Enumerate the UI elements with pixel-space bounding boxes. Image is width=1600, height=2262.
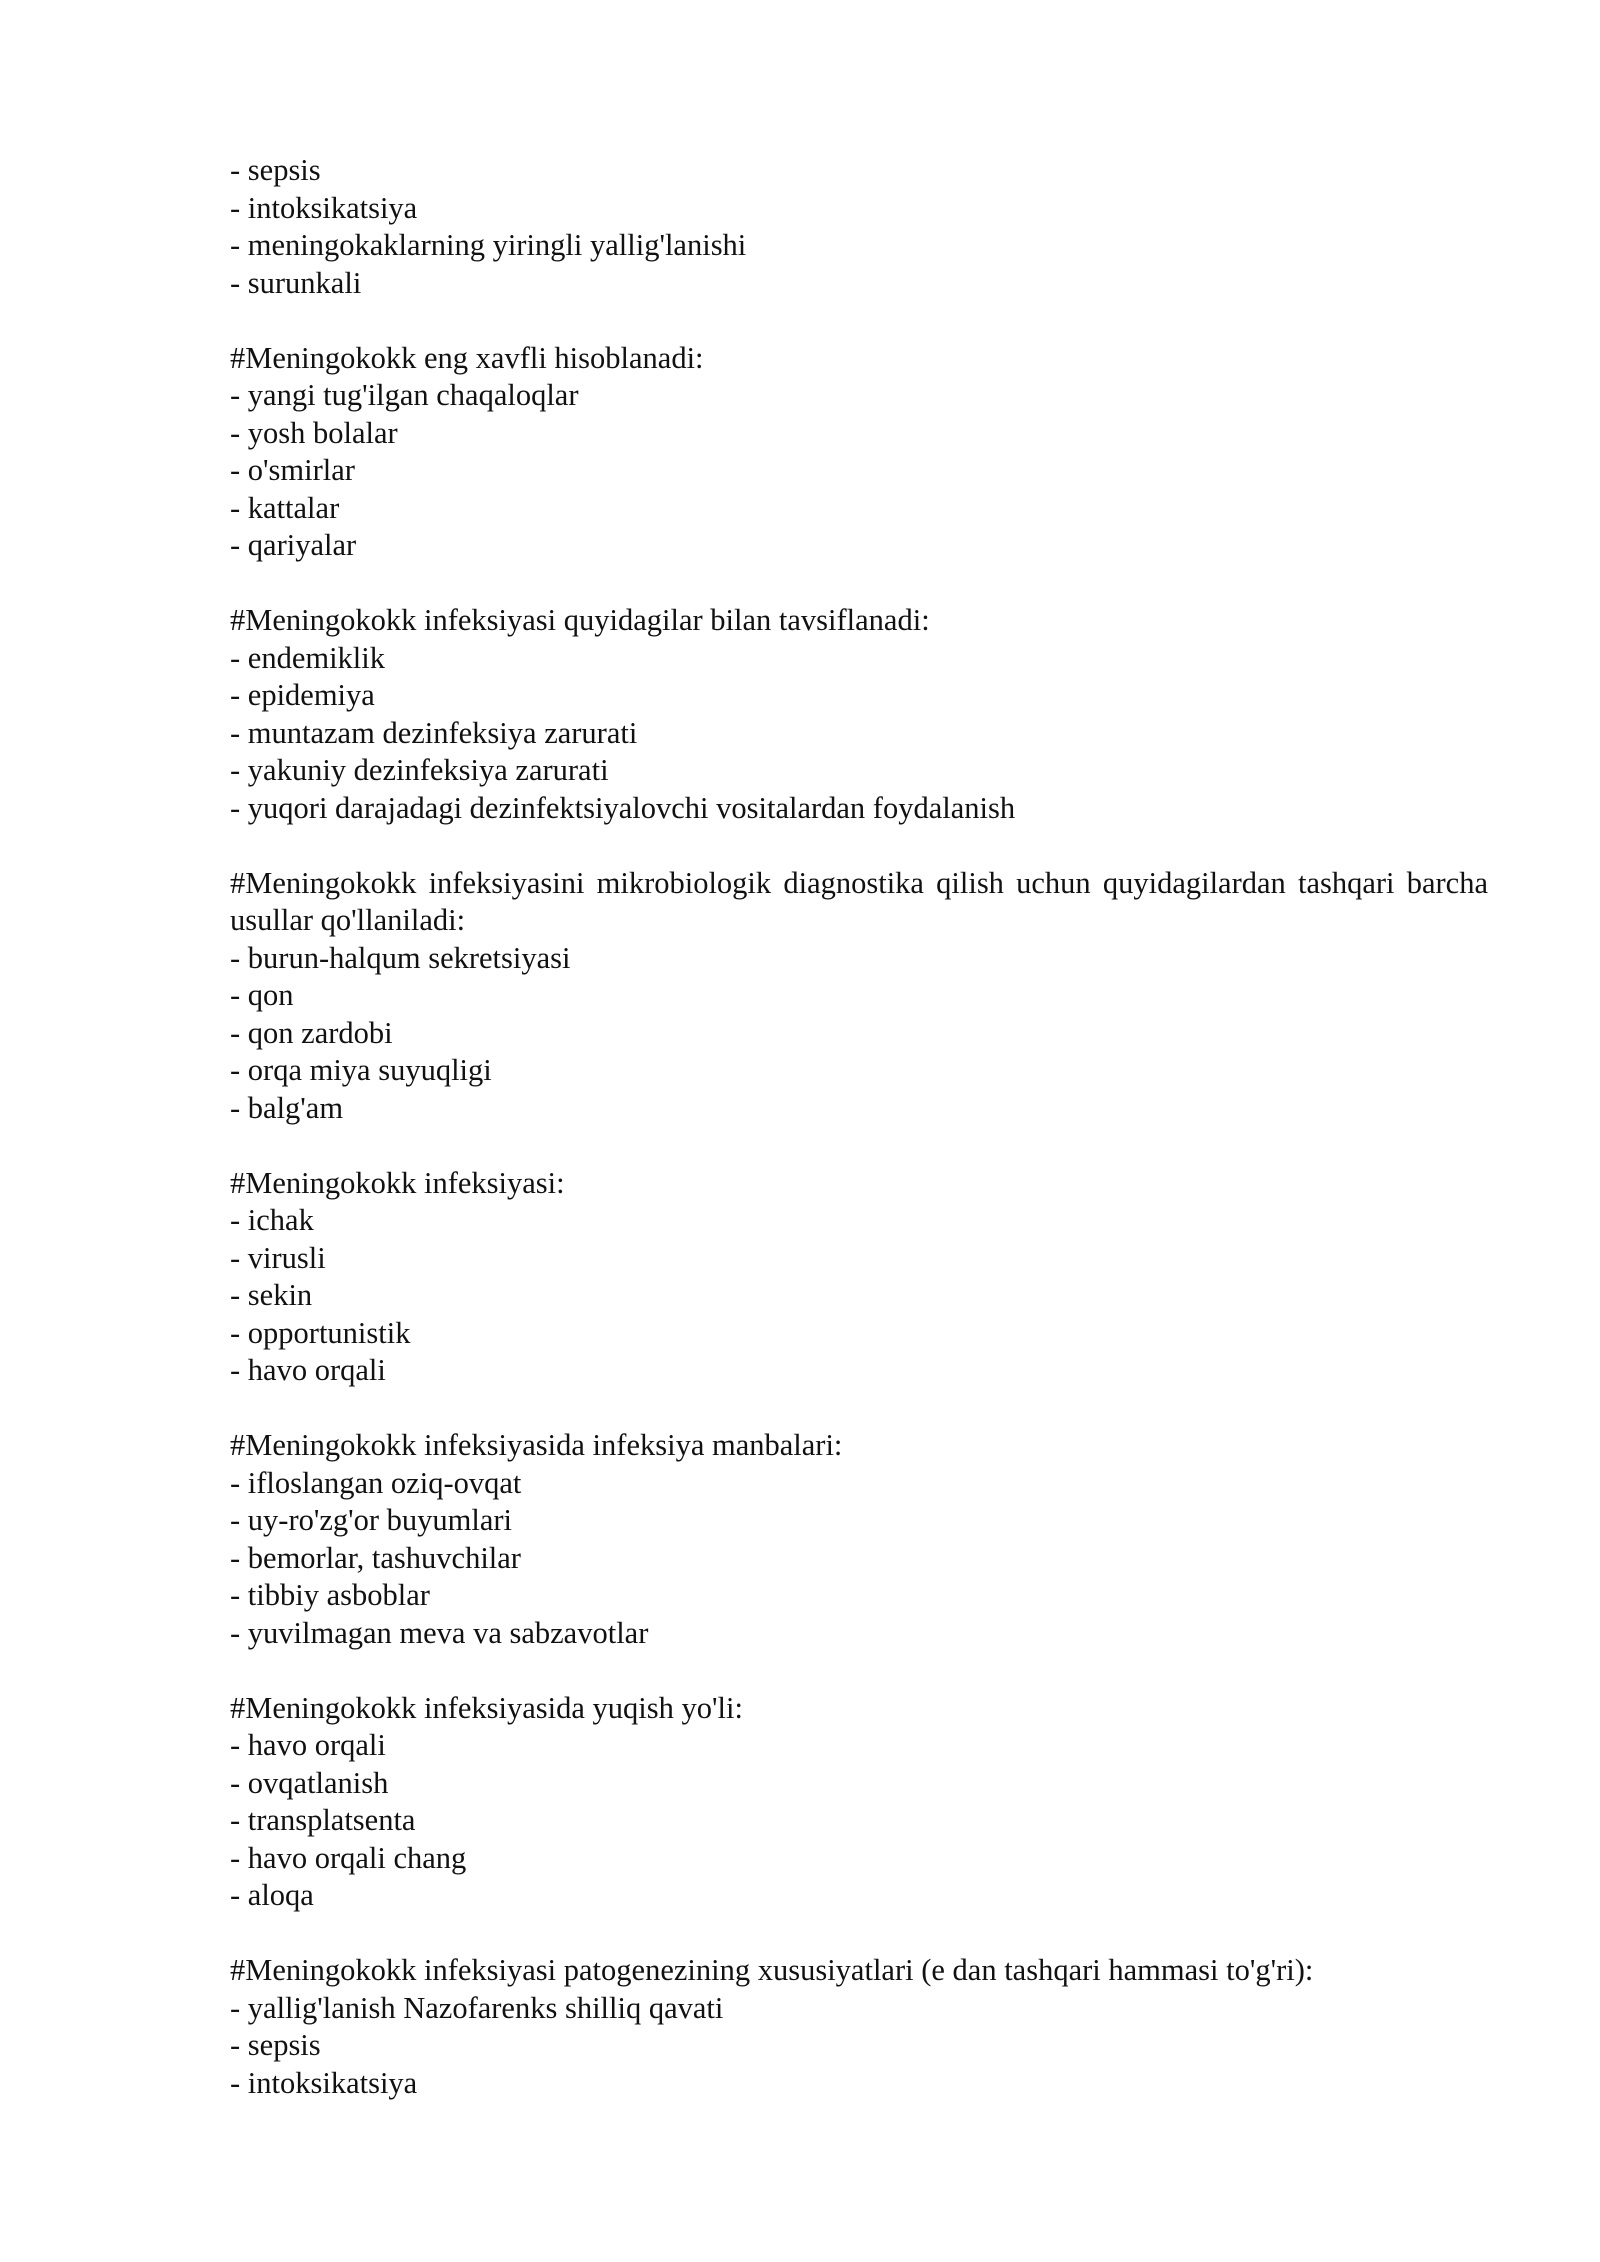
question-block bbox=[230, 1690, 1488, 1915]
answer-option: - ovqatlanish bbox=[230, 1765, 389, 1800]
answer-option: - uy-ro'zg'or buyumlari bbox=[230, 1503, 513, 1537]
question-text: #Meningokokk infeksiyasida yuqish yo'li: bbox=[230, 1690, 743, 1725]
answer-option: - yallig'lanish Nazofarenks shilliq qavati bbox=[230, 1990, 724, 2025]
question-block bbox=[230, 1427, 1488, 1652]
answer-option: - havo orqali bbox=[230, 1728, 386, 1762]
answer-option: - yuvilmagan meva va sabzavotlar bbox=[230, 1615, 649, 1650]
answer-option: - qon bbox=[230, 978, 294, 1012]
answer-option: - orqa miya suyuqligi bbox=[230, 1053, 492, 1087]
answer-option: - havo orqali chang bbox=[230, 1840, 467, 1875]
answer-option: - kattalar bbox=[230, 490, 340, 525]
answer-option: - meningokaklarning yiringli yallig'lanishi bbox=[230, 228, 747, 262]
answer-option: - yuqori darajadagi dezinfektsiyalovchi vositalardan foydalanish bbox=[230, 790, 1016, 825]
question-block bbox=[230, 865, 1488, 1128]
answer-option: - ifloslangan oziq-ovqat bbox=[230, 1465, 522, 1500]
answer-option: - balg'am bbox=[230, 1090, 344, 1125]
answer-option: - virusli bbox=[230, 1240, 326, 1275]
question-block bbox=[230, 340, 1488, 565]
answer-option: - havo orqali bbox=[230, 1353, 386, 1387]
answer-option: - intoksikatsiya bbox=[230, 190, 418, 225]
question-text: #Meningokokk infeksiyasi: bbox=[230, 1165, 565, 1200]
question-text: #Meningokokk infeksiyasi patogenezining xususiyatlari (e dan tashqari hammasi to'g'ri): bbox=[230, 1953, 1314, 1987]
answer-option: - intoksikatsiya bbox=[230, 2065, 418, 2100]
answer-option: - yangi tug'ilgan chaqaloqlar bbox=[230, 378, 579, 412]
question-block bbox=[230, 602, 1488, 827]
answer-option: - sepsis bbox=[230, 2028, 321, 2062]
answer-option: - aloqa bbox=[230, 1878, 314, 1912]
answer-option: - burun-halqum sekretsiyasi bbox=[230, 940, 571, 975]
answer-option: - qariyalar bbox=[230, 528, 357, 562]
question-block-continued bbox=[230, 152, 1488, 302]
answer-option: - qon zardobi bbox=[230, 1015, 393, 1050]
document-page bbox=[230, 152, 1488, 2140]
question-block bbox=[230, 1165, 1488, 1390]
answer-option: - transplatsenta bbox=[230, 1803, 416, 1837]
answer-option: - surunkali bbox=[230, 265, 362, 300]
question-text: #Meningokokk infeksiyasida infeksiya manbalari: bbox=[230, 1428, 843, 1462]
answer-option: - epidemiya bbox=[230, 678, 375, 712]
question-text: #Meningokokk eng xavfli hisoblanadi: bbox=[230, 340, 704, 375]
answer-option: - tibbiy asboblar bbox=[230, 1578, 430, 1612]
answer-option: - muntazam dezinfeksiya zarurati bbox=[230, 715, 638, 750]
answer-option: - opportunistik bbox=[230, 1315, 411, 1350]
question-text: #Meningokokk infeksiyasi quyidagilar bilan tavsiflanadi: bbox=[230, 603, 930, 637]
answer-option: - yosh bolalar bbox=[230, 415, 398, 450]
answer-option: - o'smirlar bbox=[230, 453, 355, 487]
answer-option: - yakuniy dezinfeksiya zarurati bbox=[230, 753, 609, 787]
question-text: #Meningokokk infeksiyasini mikrobiologik diagnostika qilish uchun quyidagilardan tashqari barcha usullar qo'llaniladi: bbox=[230, 865, 1488, 937]
answer-option: - sepsis bbox=[230, 153, 321, 187]
answer-option: - sekin bbox=[230, 1278, 313, 1312]
answer-option: - ichak bbox=[230, 1203, 314, 1237]
question-block bbox=[230, 1952, 1488, 2102]
answer-option: - bemorlar, tashuvchilar bbox=[230, 1540, 521, 1575]
answer-option: - endemiklik bbox=[230, 640, 386, 675]
